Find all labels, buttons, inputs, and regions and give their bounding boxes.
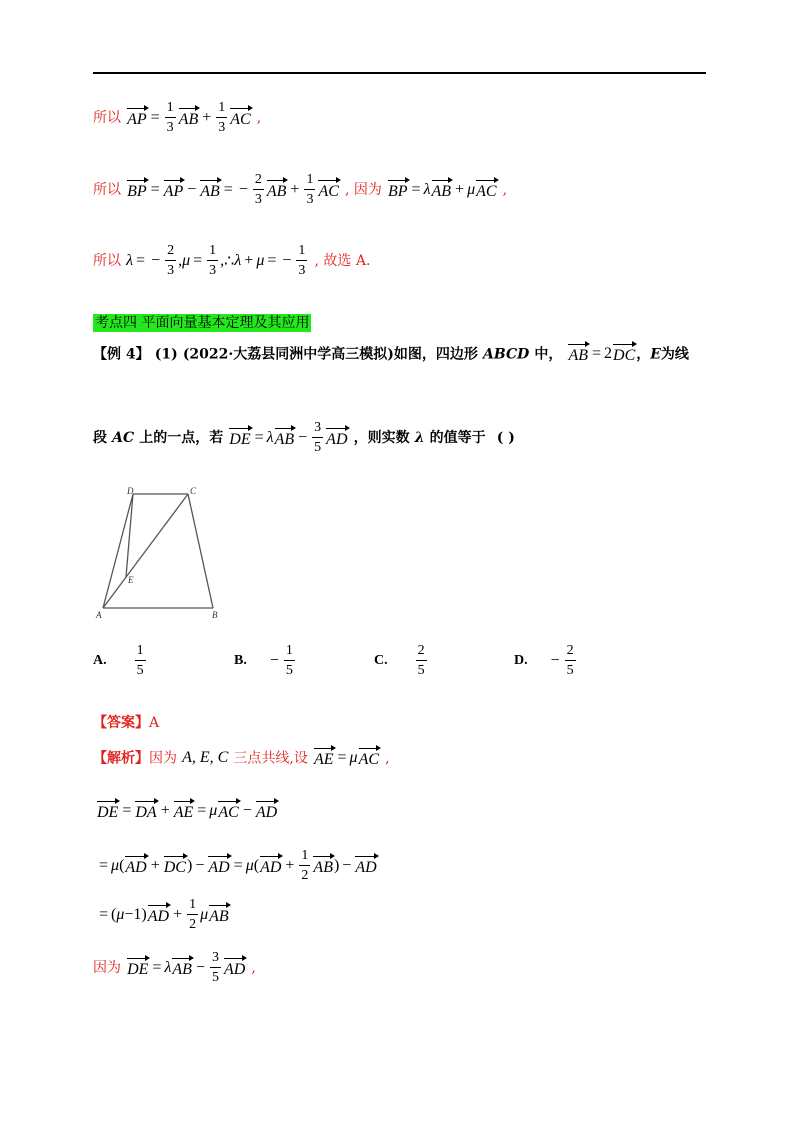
formula-de: DE = λ AB − $\frac{3}{5}$ AD bbox=[229, 420, 348, 455]
formula-ap: AP = $\frac{1}{3}$ AB + $\frac{1}{3}$ AC bbox=[127, 100, 251, 135]
label-b: B bbox=[212, 610, 218, 620]
example-line-2: 段 AC 上的一点，若 DE = λ AB − $\frac{3}{5}$ AD ，则实数 λ 的值等于 ( ) bbox=[93, 420, 515, 455]
analysis-line: 【解析】因为 A, E, C 三点共线,设 AE = μ AC , bbox=[93, 749, 390, 768]
derivation-line-2: = μ ( AD + DC ) − AD = μ ( AD + $\frac{1}{2}$ AB ) − AD bbox=[99, 848, 377, 883]
label-c: C bbox=[190, 486, 197, 496]
section-heading: 考点四 平面向量基本定理及其应用 bbox=[95, 315, 310, 331]
answer-line: 【答案】A bbox=[93, 715, 160, 731]
segment-ac bbox=[103, 494, 188, 608]
label-d: D bbox=[127, 486, 134, 496]
formula-ab-2dc: AB = 2 DC bbox=[568, 345, 636, 364]
so-text: 所以 bbox=[93, 110, 121, 126]
solution-line-lambda: 所以 λ = − $\frac{2}{3}$ ,μ = $\frac{1}{3}$ , ∴ λ + μ = − $\frac{1}{3}$ , 故选 A. bbox=[93, 243, 371, 278]
option-d[interactable]: D. − $\frac{2}{5}$ bbox=[514, 643, 574, 678]
derivation-line-3: = ( μ −1) AD + $\frac{1}{2}$ μ AB bbox=[99, 897, 229, 932]
option-c[interactable]: C. $\frac{2}{5}$ bbox=[374, 643, 425, 678]
trapezoid-figure bbox=[93, 484, 233, 624]
derivation-line-1: DE = DA + AE = μ AC − AD bbox=[97, 802, 278, 821]
header-rule bbox=[93, 72, 706, 74]
formula-bp-lambda: BP = λ AB + μ AC bbox=[387, 180, 497, 200]
option-b[interactable]: B. − $\frac{1}{5}$ bbox=[234, 643, 293, 678]
derivation-line-4: 因为 DE = λ AB − $\frac{3}{5}$ AD , bbox=[93, 950, 256, 985]
solution-line-bp: 所以 BP = AP − AB = − $\frac{2}{3}$ AB + $\frac{1}{3}$ AC , 因为 BP = λ AB + μ AC , bbox=[93, 172, 508, 207]
example-line-1: 【例 4】 (1) (2022·大荔县同洲中学高三模拟)如图，四边形 ABCD 中， AB = 2 DC ，E为线 bbox=[93, 345, 689, 364]
formula-bp: BP = AP − AB = − $\frac{2}{3}$ AB + $\frac{1}{3}$ AC bbox=[127, 172, 339, 207]
label-a: A bbox=[96, 610, 102, 620]
formula-lambda-mu: λ = − $\frac{2}{3}$ ,μ = $\frac{1}{3}$ , ∴ λ + μ = − $\frac{1}{3}$ bbox=[126, 243, 306, 278]
solution-line-ap: 所以 AP = $\frac{1}{3}$ AB + $\frac{1}{3}$ AC , bbox=[93, 100, 262, 135]
option-a[interactable]: A. $\frac{1}{5}$ bbox=[93, 643, 144, 678]
formula-ae: AE = μ AC bbox=[313, 749, 380, 768]
label-e: E bbox=[128, 575, 134, 585]
segment-cb bbox=[188, 494, 213, 608]
